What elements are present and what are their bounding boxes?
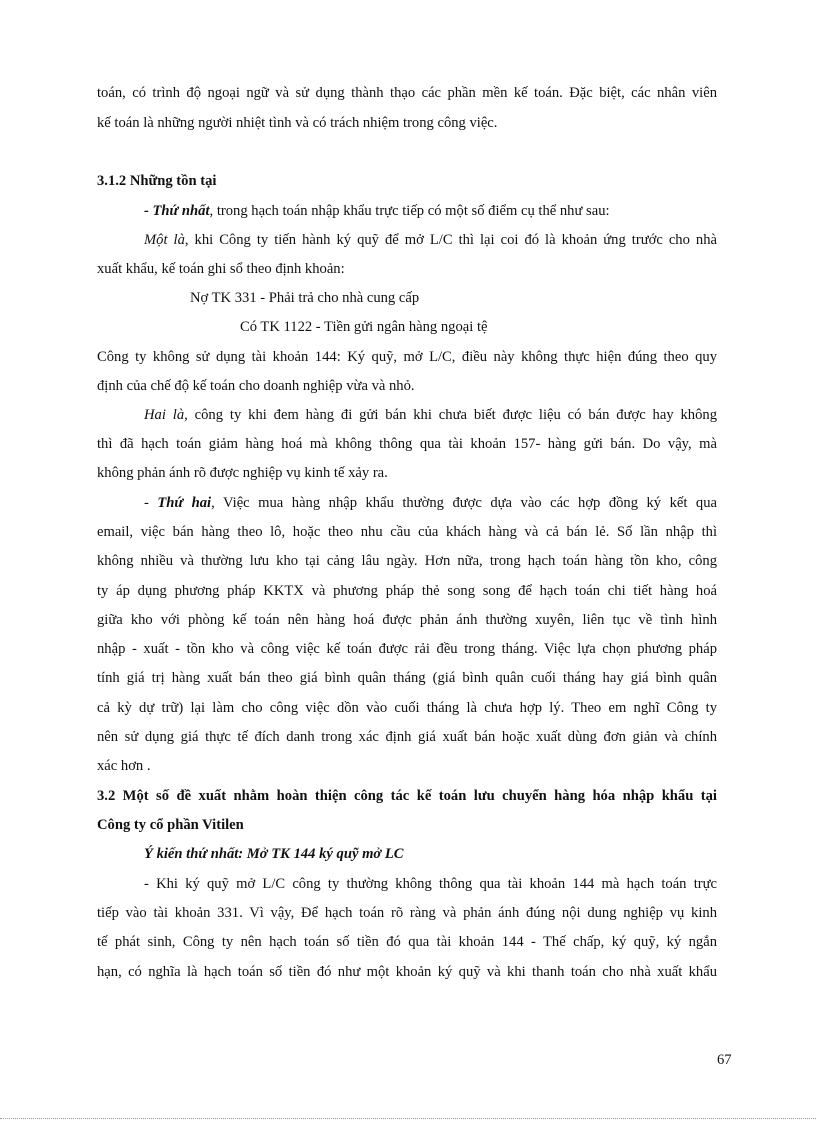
line-text: , công ty khi đem hàng đi gửi bán khi chưa biết được liệu có bán được hay không xyxy=(184,407,717,423)
paragraph-line: xuất khẩu, kế toán ghi sổ theo định khoản: xyxy=(97,261,345,277)
journal-entry-credit: Có TK 1122 - Tiền gửi ngân hàng ngoại tệ xyxy=(240,319,488,335)
paragraph-line: toán, có trình độ ngoại ngữ và sử dụng thành thạo các phần mền kế toán. Đặc biệt, các nhân viên xyxy=(97,85,717,101)
paragraph-line: tính giá trị hàng xuất bán theo giá bình quân tháng (giá bình quân cuối tháng hay giá bình quân xyxy=(97,670,717,686)
paragraph-line xyxy=(144,405,717,425)
paragraph-line: không nhiều và thường lưu kho tại cảng lâu ngày. Hơn nữa, trong hạch toán hàng tồn kho, công xyxy=(97,553,717,569)
lead-term: Một là xyxy=(144,232,185,248)
journal-entry-debit: Nợ TK 331 - Phải trả cho nhà cung cấp xyxy=(190,290,420,306)
paragraph-line: kế toán là những người nhiệt tình và có trách nhiệm trong công việc. xyxy=(97,115,498,131)
paragraph-line: giữa kho với phòng kế toán nên hàng hoá được phản ánh thường xuyên, liên tục về tình hình xyxy=(97,612,717,628)
line-text: , trong hạch toán nhập khẩu trực tiếp có một số điểm cụ thể như sau: xyxy=(209,203,610,219)
paragraph-line: ty áp dụng phương pháp KKTX và phương pháp thẻ song song để hạch toán chi tiết hàng hoá xyxy=(97,583,717,599)
page-bottom-divider xyxy=(0,1118,816,1119)
paragraph-line: email, việc bán hàng theo lô, hoặc theo nhu cầu của khách hàng và cả bán lẻ. Số lần nhập thì xyxy=(97,524,717,540)
line-text: , Việc mua hàng nhập khẩu thường được dựa vào các hợp đồng ký kết qua xyxy=(211,495,718,511)
section-heading-3-1-2: 3.1.2 Những tồn tại xyxy=(97,173,217,189)
paragraph-line: định của chế độ kế toán cho doanh nghiệp vừa và nhỏ. xyxy=(97,378,415,394)
paragraph-line xyxy=(144,230,717,250)
section-heading-3-2: 3.2 Một số đề xuất nhằm hoàn thiện công tác kế toán lưu chuyển hàng hóa nhập khẩu tại xyxy=(97,788,717,804)
paragraph-line: nhập - xuất - tồn kho và công việc kế toán được rải đều trong tháng. Việc lựa chọn phương pháp xyxy=(97,641,717,657)
subheading-idea-1: Ý kiến thứ nhất: Mở TK 144 ký quỹ mở LC xyxy=(144,846,404,862)
paragraph-line: - Khi ký quỹ mở L/C công ty thường không thông qua tài khoản 144 mà hạch toán trực xyxy=(144,876,717,892)
paragraph-line: không phản ánh rõ được nghiệp vụ kinh tế xảy ra. xyxy=(97,465,388,481)
paragraph-line: thì đã hạch toán giảm hàng hoá mà không thông qua tài khoản 157- hàng gửi bán. Do vậy, mà xyxy=(97,436,717,452)
paragraph-line: xác hơn . xyxy=(97,758,151,774)
paragraph-line: Công ty không sử dụng tài khoản 144: Ký quỹ, mở L/C, điều này không thực hiện đúng theo quy xyxy=(97,349,717,365)
paragraph-line: tế phát sinh, Công ty nên hạch toán số tiền đó qua tài khoản 144 - Thế chấp, ký quỹ, ký ngắn xyxy=(97,934,717,950)
lead-term: Thứ hai xyxy=(157,495,212,511)
page-number: 67 xyxy=(717,1052,732,1068)
section-heading-3-2-cont: Công ty cổ phần Vitilen xyxy=(97,817,244,833)
lead-term: Hai là xyxy=(144,407,185,423)
paragraph-line xyxy=(144,493,717,513)
line-text: , khi Công ty tiến hành ký quỹ để mở L/C thì lại coi đó là khoản ứng trước cho nhà xyxy=(184,232,717,248)
paragraph-line xyxy=(144,201,610,221)
paragraph-line: tiếp vào tài khoản 331. Vì vậy, Để hạch toán rõ ràng và phản ánh đúng nội dung nghiệp vụ kinh xyxy=(97,905,717,921)
paragraph-line: nên sử dụng giá thực tế đích danh trong xác định giá xuất bán hoặc xuất dùng đơn giản và chính xyxy=(97,729,717,745)
dash: - xyxy=(144,495,158,511)
paragraph-line: cả kỳ dự trữ) lại làm cho công việc dồn vào cuối tháng là chưa hợp lý. Theo em nghĩ Công ty xyxy=(97,700,717,716)
lead-term: - Thứ nhất xyxy=(144,203,210,219)
paragraph-line: hạn, có nghĩa là hạch toán số tiền đó như một khoản ký quỹ và khi thanh toán cho nhà xuất khẩu xyxy=(97,964,717,980)
